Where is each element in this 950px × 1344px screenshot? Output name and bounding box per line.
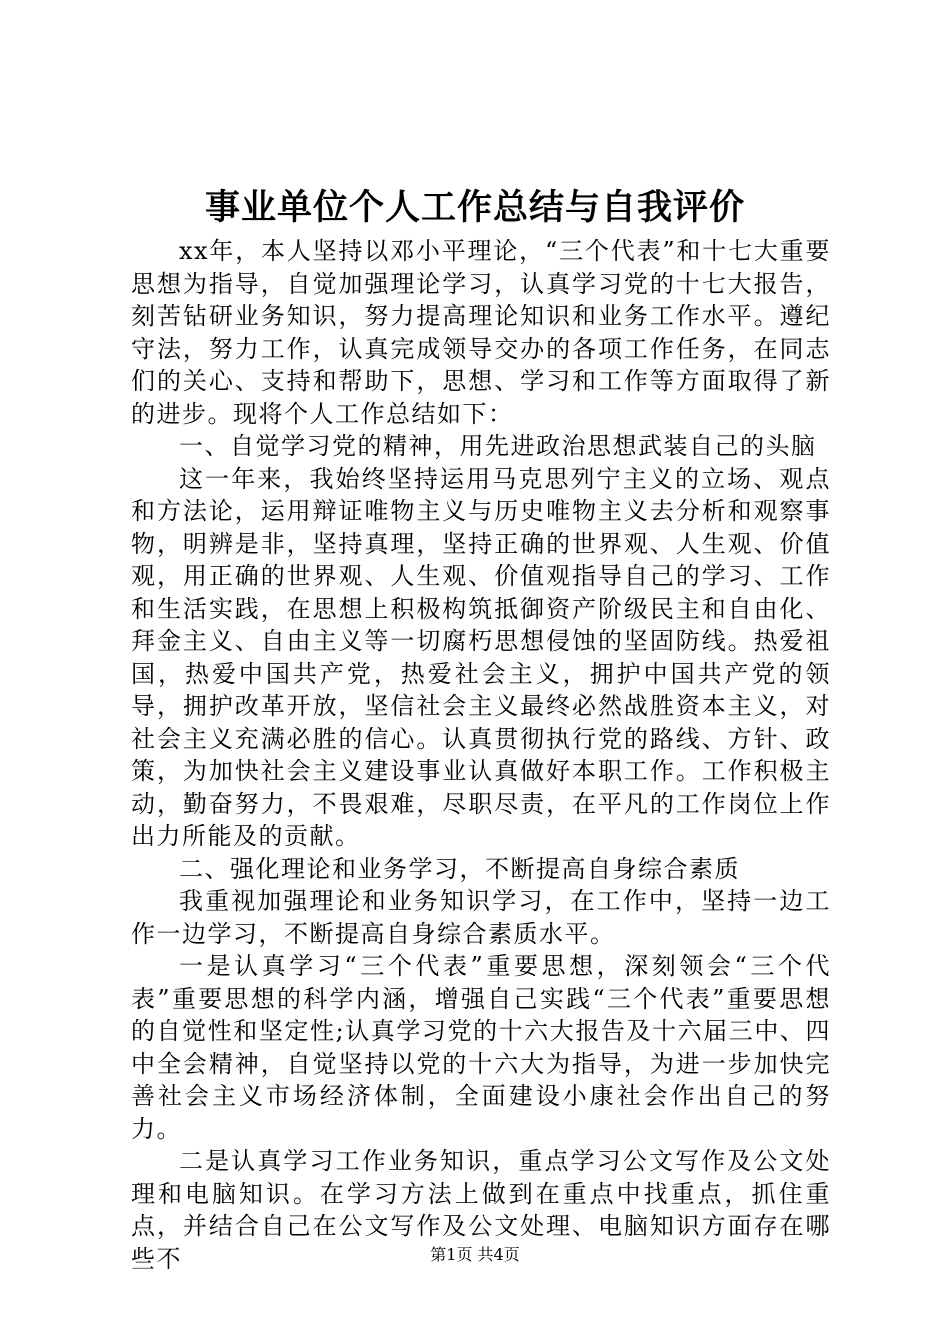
- page-footer: 第1页 共4页: [430, 1245, 520, 1264]
- paragraph-section-2-intro: 我重视加强理论和业务知识学习，在工作中，坚持一边工作一边学习，不断提高自身综合素质水平。: [131, 887, 831, 948]
- section-heading-2: 二、强化理论和业务学习，不断提高自身综合素质: [179, 854, 740, 883]
- paragraph-point-2: 二是认真学习工作业务知识，重点学习公文写作及公文处理和电脑知识。在学习方法上做到在重点中找重点，抓住重点，并结合自己在公文写作及公文处理、电脑知识方面存在哪些不: [131, 1147, 831, 1273]
- document-title: 事业单位个人工作总结与自我评价: [204, 187, 745, 228]
- paragraph-point-1: 一是认真学习“三个代表”重要思想，深刻领会“三个代表”重要思想的科学内涵，增强自己实践“三个代表”重要思想的自觉性和坚定性;认真学习党的十六大报告及十六届三中、四中全会精神，自觉坚持以党的十六大为指导，为进一步加快完善社会主义市场经济体制，全面建设小康社会作出自己的努力。: [131, 952, 831, 1143]
- section-heading-1: 一、自觉学习党的精神，用先进政治思想武装自己的头脑: [179, 432, 817, 460]
- paragraph-section-1: 这一年来，我始终坚持运用马克思列宁主义的立场、观点和方法论，运用辩证唯物主义与历史唯物主义去分析和观察事物，明辨是非，坚持真理，坚持正确的世界观、人生观、价值观，用正确的世界观、人生观、价值观指导自己的学习、工作和生活实践，在思想上积极构筑抵御资产阶级民主和自由化、拜金主义、自由主义等一切腐朽思想侵蚀的坚固防线。热爱祖国，热爱中国共产党，热爱社会主义，拥护中国共产党的领导，拥护改革开放，坚信社会主义最终必然战胜资本主义，对社会主义充满必胜的信心。认真贯彻执行党的路线、方针、政策，为加快社会主义建设事业认真做好本职工作。工作积极主动，勤奋努力，不畏艰难，尽职尽责，在平凡的工作岗位上作出力所能及的贡献。: [131, 464, 831, 850]
- paragraph-intro: xx年，本人坚持以邓小平理论，“三个代表”和十七大重要思想为指导，自觉加强理论学习，认真学习党的十七大报告，刻苦钻研业务知识，努力提高理论知识和业务工作水平。遵纪守法，努力工作，认真完成领导交办的各项工作任务，在同志们的关心、支持和帮助下，思想、学习和工作等方面取得了新的进步。现将个人工作总结如下：: [131, 237, 831, 428]
- document-body: [131, 235, 831, 1275]
